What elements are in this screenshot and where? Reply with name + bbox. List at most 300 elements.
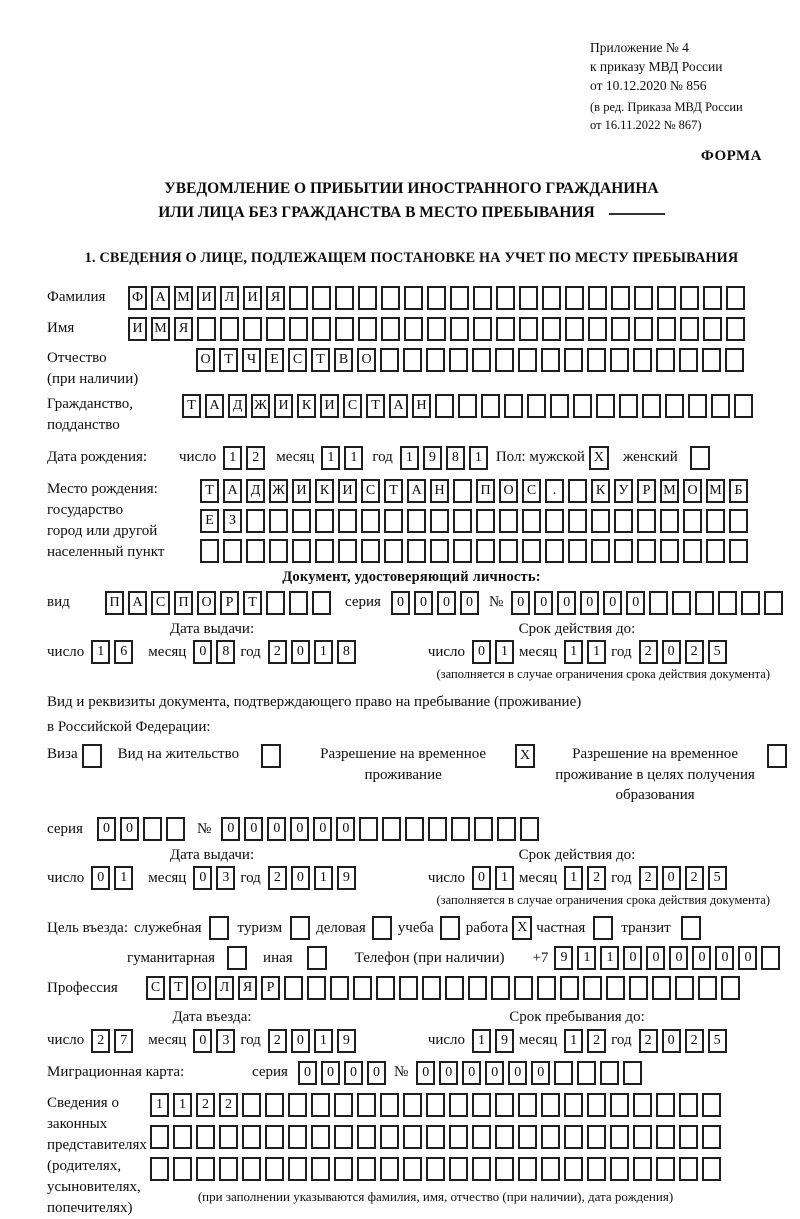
char-box[interactable] xyxy=(288,1157,307,1181)
char-box[interactable] xyxy=(476,539,495,563)
purpose-tourism-checkbox[interactable] xyxy=(290,916,310,940)
char-box[interactable]: О xyxy=(196,348,215,372)
char-box[interactable]: 3 xyxy=(216,1029,235,1053)
char-box[interactable] xyxy=(450,317,469,341)
char-box[interactable] xyxy=(619,394,638,418)
visa-checkbox[interactable] xyxy=(82,744,102,768)
char-box[interactable] xyxy=(196,1157,215,1181)
char-box[interactable] xyxy=(518,1125,537,1149)
char-box[interactable] xyxy=(634,317,653,341)
char-box[interactable]: 1 xyxy=(150,1093,169,1117)
char-box[interactable]: О xyxy=(683,479,702,503)
char-box[interactable] xyxy=(357,1125,376,1149)
char-box[interactable] xyxy=(764,591,783,615)
char-box[interactable]: Н xyxy=(412,394,431,418)
char-box[interactable]: О xyxy=(192,976,211,1000)
char-box[interactable] xyxy=(284,976,303,1000)
char-box[interactable]: 0 xyxy=(193,1029,212,1053)
char-box[interactable]: 1 xyxy=(223,446,242,470)
char-box[interactable] xyxy=(453,539,472,563)
char-box[interactable]: С xyxy=(361,479,380,503)
char-box[interactable]: 3 xyxy=(216,866,235,890)
char-box[interactable]: О xyxy=(197,591,216,615)
char-box[interactable] xyxy=(657,286,676,310)
char-box[interactable]: В xyxy=(334,348,353,372)
char-box[interactable] xyxy=(741,591,760,615)
char-box[interactable] xyxy=(610,1125,629,1149)
char-box[interactable] xyxy=(683,509,702,533)
char-box[interactable]: 2 xyxy=(639,1029,658,1053)
char-box[interactable]: 2 xyxy=(219,1093,238,1117)
char-box[interactable] xyxy=(679,1157,698,1181)
char-box[interactable] xyxy=(472,1157,491,1181)
purpose-transit-checkbox[interactable] xyxy=(681,916,701,940)
char-box[interactable] xyxy=(623,1061,642,1085)
char-box[interactable] xyxy=(288,1093,307,1117)
char-box[interactable] xyxy=(403,1093,422,1117)
char-box[interactable]: 0 xyxy=(221,817,240,841)
char-box[interactable]: 9 xyxy=(337,1029,356,1053)
char-box[interactable]: Д xyxy=(228,394,247,418)
char-box[interactable] xyxy=(577,1061,596,1085)
char-box[interactable]: 0 xyxy=(531,1061,550,1085)
char-box[interactable] xyxy=(587,1125,606,1149)
char-box[interactable] xyxy=(312,591,331,615)
char-box[interactable]: 0 xyxy=(715,946,734,970)
char-box[interactable] xyxy=(451,817,470,841)
residence-permit-checkbox[interactable] xyxy=(261,744,281,768)
char-box[interactable] xyxy=(476,509,495,533)
char-box[interactable]: 0 xyxy=(462,1061,481,1085)
char-box[interactable] xyxy=(698,976,717,1000)
char-box[interactable]: 1 xyxy=(564,1029,583,1053)
char-box[interactable]: 6 xyxy=(114,640,133,664)
char-box[interactable]: 2 xyxy=(268,640,287,664)
char-box[interactable]: 0 xyxy=(662,866,681,890)
char-box[interactable] xyxy=(166,817,185,841)
char-box[interactable]: 9 xyxy=(554,946,573,970)
char-box[interactable]: 0 xyxy=(439,1061,458,1085)
char-box[interactable]: 0 xyxy=(623,946,642,970)
char-box[interactable] xyxy=(610,348,629,372)
char-box[interactable] xyxy=(596,394,615,418)
char-box[interactable] xyxy=(611,286,630,310)
char-box[interactable] xyxy=(565,286,584,310)
char-box[interactable]: Б xyxy=(729,479,748,503)
rvp-checkbox[interactable]: X xyxy=(515,744,535,768)
char-box[interactable] xyxy=(591,539,610,563)
char-box[interactable] xyxy=(358,317,377,341)
char-box[interactable]: П xyxy=(174,591,193,615)
char-box[interactable] xyxy=(307,976,326,1000)
char-box[interactable] xyxy=(266,317,285,341)
char-box[interactable]: Р xyxy=(261,976,280,1000)
char-box[interactable] xyxy=(633,1093,652,1117)
char-box[interactable] xyxy=(266,591,285,615)
char-box[interactable] xyxy=(173,1125,192,1149)
char-box[interactable] xyxy=(522,539,541,563)
char-box[interactable] xyxy=(514,976,533,1000)
char-box[interactable]: 2 xyxy=(639,866,658,890)
char-box[interactable]: 0 xyxy=(511,591,530,615)
char-box[interactable] xyxy=(481,394,500,418)
char-box[interactable]: 1 xyxy=(91,640,110,664)
char-box[interactable]: 8 xyxy=(337,640,356,664)
purpose-humanitarian-checkbox[interactable] xyxy=(227,946,247,970)
char-box[interactable] xyxy=(518,1157,537,1181)
char-box[interactable] xyxy=(702,1093,721,1117)
char-box[interactable]: 0 xyxy=(692,946,711,970)
char-box[interactable]: 9 xyxy=(495,1029,514,1053)
char-box[interactable] xyxy=(242,1125,261,1149)
char-box[interactable] xyxy=(656,1093,675,1117)
char-box[interactable]: А xyxy=(407,479,426,503)
char-box[interactable]: 1 xyxy=(564,640,583,664)
char-box[interactable] xyxy=(656,1157,675,1181)
char-box[interactable] xyxy=(518,1093,537,1117)
char-box[interactable]: М xyxy=(174,286,193,310)
char-box[interactable]: З xyxy=(223,509,242,533)
char-box[interactable] xyxy=(633,1157,652,1181)
char-box[interactable] xyxy=(472,1093,491,1117)
char-box[interactable] xyxy=(550,394,569,418)
char-box[interactable] xyxy=(587,1093,606,1117)
char-box[interactable] xyxy=(637,539,656,563)
char-box[interactable] xyxy=(359,817,378,841)
char-box[interactable]: 1 xyxy=(564,866,583,890)
char-box[interactable] xyxy=(334,1157,353,1181)
char-box[interactable]: 1 xyxy=(400,446,419,470)
char-box[interactable]: М xyxy=(151,317,170,341)
char-box[interactable] xyxy=(315,509,334,533)
char-box[interactable] xyxy=(541,1125,560,1149)
char-box[interactable] xyxy=(197,317,216,341)
char-box[interactable] xyxy=(496,317,515,341)
char-box[interactable]: 0 xyxy=(472,640,491,664)
char-box[interactable] xyxy=(472,348,491,372)
char-box[interactable] xyxy=(382,817,401,841)
char-box[interactable] xyxy=(311,1093,330,1117)
char-box[interactable] xyxy=(242,1157,261,1181)
char-box[interactable]: 0 xyxy=(580,591,599,615)
char-box[interactable] xyxy=(338,539,357,563)
char-box[interactable] xyxy=(656,348,675,372)
char-box[interactable]: 0 xyxy=(291,866,310,890)
char-box[interactable] xyxy=(726,317,745,341)
char-box[interactable] xyxy=(680,317,699,341)
char-box[interactable] xyxy=(726,286,745,310)
char-box[interactable] xyxy=(403,1157,422,1181)
char-box[interactable] xyxy=(633,348,652,372)
char-box[interactable] xyxy=(376,976,395,1000)
purpose-business-checkbox[interactable] xyxy=(372,916,392,940)
purpose-work-checkbox[interactable]: X xyxy=(512,916,532,940)
char-box[interactable] xyxy=(688,394,707,418)
char-box[interactable]: 0 xyxy=(336,817,355,841)
purpose-official-checkbox[interactable] xyxy=(209,916,229,940)
char-box[interactable]: 2 xyxy=(685,866,704,890)
char-box[interactable] xyxy=(564,348,583,372)
char-box[interactable] xyxy=(449,1125,468,1149)
char-box[interactable]: 1 xyxy=(577,946,596,970)
char-box[interactable]: Н xyxy=(430,479,449,503)
char-box[interactable] xyxy=(629,976,648,1000)
char-box[interactable] xyxy=(522,509,541,533)
char-box[interactable]: 0 xyxy=(485,1061,504,1085)
char-box[interactable]: М xyxy=(660,479,679,503)
char-box[interactable]: И xyxy=(320,394,339,418)
char-box[interactable] xyxy=(269,539,288,563)
char-box[interactable] xyxy=(541,1093,560,1117)
char-box[interactable]: 0 xyxy=(244,817,263,841)
char-box[interactable] xyxy=(527,394,546,418)
char-box[interactable]: 0 xyxy=(367,1061,386,1085)
char-box[interactable] xyxy=(614,509,633,533)
char-box[interactable] xyxy=(729,539,748,563)
char-box[interactable]: 0 xyxy=(344,1061,363,1085)
char-box[interactable]: Т xyxy=(182,394,201,418)
char-box[interactable]: П xyxy=(105,591,124,615)
char-box[interactable]: Ф xyxy=(128,286,147,310)
char-box[interactable]: 2 xyxy=(587,866,606,890)
char-box[interactable] xyxy=(702,1157,721,1181)
char-box[interactable]: А xyxy=(223,479,242,503)
char-box[interactable] xyxy=(497,817,516,841)
char-box[interactable]: А xyxy=(151,286,170,310)
char-box[interactable] xyxy=(150,1157,169,1181)
char-box[interactable] xyxy=(445,976,464,1000)
char-box[interactable] xyxy=(472,1125,491,1149)
char-box[interactable] xyxy=(679,1125,698,1149)
char-box[interactable]: 0 xyxy=(662,1029,681,1053)
char-box[interactable]: И xyxy=(292,479,311,503)
char-box[interactable] xyxy=(223,539,242,563)
char-box[interactable] xyxy=(634,286,653,310)
char-box[interactable]: 0 xyxy=(290,817,309,841)
char-box[interactable]: 2 xyxy=(639,640,658,664)
char-box[interactable]: 1 xyxy=(173,1093,192,1117)
char-box[interactable] xyxy=(265,1125,284,1149)
char-box[interactable] xyxy=(633,1125,652,1149)
char-box[interactable] xyxy=(564,1125,583,1149)
char-box[interactable] xyxy=(614,539,633,563)
char-box[interactable]: 0 xyxy=(298,1061,317,1085)
char-box[interactable] xyxy=(499,539,518,563)
char-box[interactable] xyxy=(520,817,539,841)
char-box[interactable] xyxy=(588,317,607,341)
char-box[interactable] xyxy=(545,539,564,563)
char-box[interactable]: Т xyxy=(169,976,188,1000)
char-box[interactable]: 5 xyxy=(708,866,727,890)
char-box[interactable] xyxy=(312,286,331,310)
char-box[interactable] xyxy=(587,1157,606,1181)
char-box[interactable] xyxy=(725,348,744,372)
char-box[interactable] xyxy=(554,1061,573,1085)
char-box[interactable]: И xyxy=(338,479,357,503)
char-box[interactable]: 1 xyxy=(469,446,488,470)
char-box[interactable] xyxy=(380,1093,399,1117)
char-box[interactable] xyxy=(361,539,380,563)
char-box[interactable] xyxy=(361,509,380,533)
char-box[interactable] xyxy=(473,286,492,310)
char-box[interactable] xyxy=(542,317,561,341)
char-box[interactable]: 1 xyxy=(495,640,514,664)
char-box[interactable]: А xyxy=(389,394,408,418)
char-box[interactable]: О xyxy=(499,479,518,503)
char-box[interactable] xyxy=(702,1125,721,1149)
char-box[interactable]: 1 xyxy=(600,946,619,970)
char-box[interactable] xyxy=(729,509,748,533)
char-box[interactable]: 0 xyxy=(416,1061,435,1085)
char-box[interactable]: 9 xyxy=(423,446,442,470)
char-box[interactable]: 0 xyxy=(738,946,757,970)
char-box[interactable]: 0 xyxy=(97,817,116,841)
char-box[interactable] xyxy=(610,1093,629,1117)
char-box[interactable]: Я xyxy=(266,286,285,310)
char-box[interactable]: С xyxy=(288,348,307,372)
char-box[interactable]: 2 xyxy=(268,866,287,890)
char-box[interactable] xyxy=(220,317,239,341)
char-box[interactable]: 2 xyxy=(685,640,704,664)
char-box[interactable] xyxy=(499,509,518,533)
char-box[interactable] xyxy=(564,1093,583,1117)
char-box[interactable]: О xyxy=(357,348,376,372)
char-box[interactable]: Ч xyxy=(242,348,261,372)
char-box[interactable] xyxy=(468,976,487,1000)
char-box[interactable] xyxy=(537,976,556,1000)
char-box[interactable]: 0 xyxy=(91,866,110,890)
char-box[interactable] xyxy=(196,1125,215,1149)
char-box[interactable] xyxy=(721,976,740,1000)
char-box[interactable] xyxy=(353,976,372,1000)
char-box[interactable] xyxy=(660,539,679,563)
char-box[interactable] xyxy=(600,1061,619,1085)
char-box[interactable]: Ж xyxy=(269,479,288,503)
char-box[interactable] xyxy=(426,1157,445,1181)
char-box[interactable] xyxy=(703,286,722,310)
char-box[interactable] xyxy=(289,591,308,615)
char-box[interactable]: С xyxy=(146,976,165,1000)
char-box[interactable]: Я xyxy=(174,317,193,341)
char-box[interactable] xyxy=(143,817,162,841)
char-box[interactable]: 1 xyxy=(344,446,363,470)
char-box[interactable] xyxy=(449,1157,468,1181)
char-box[interactable] xyxy=(422,976,441,1000)
char-box[interactable] xyxy=(473,317,492,341)
char-box[interactable]: А xyxy=(205,394,224,418)
char-box[interactable]: 0 xyxy=(291,1029,310,1053)
char-box[interactable] xyxy=(358,286,377,310)
char-box[interactable] xyxy=(711,394,730,418)
char-box[interactable] xyxy=(679,348,698,372)
char-box[interactable] xyxy=(660,509,679,533)
char-box[interactable]: У xyxy=(614,479,633,503)
char-box[interactable]: 0 xyxy=(437,591,456,615)
char-box[interactable] xyxy=(334,1093,353,1117)
char-box[interactable] xyxy=(426,348,445,372)
sex-female-checkbox[interactable] xyxy=(690,446,710,470)
char-box[interactable]: 0 xyxy=(472,866,491,890)
char-box[interactable]: Л xyxy=(215,976,234,1000)
char-box[interactable] xyxy=(568,539,587,563)
char-box[interactable]: 7 xyxy=(114,1029,133,1053)
char-box[interactable]: И xyxy=(128,317,147,341)
char-box[interactable]: 1 xyxy=(495,866,514,890)
char-box[interactable]: Я xyxy=(238,976,257,1000)
char-box[interactable] xyxy=(200,539,219,563)
char-box[interactable] xyxy=(380,348,399,372)
char-box[interactable]: 2 xyxy=(268,1029,287,1053)
char-box[interactable]: 0 xyxy=(662,640,681,664)
char-box[interactable] xyxy=(560,976,579,1000)
char-box[interactable] xyxy=(568,509,587,533)
char-box[interactable] xyxy=(541,348,560,372)
rvp-education-checkbox[interactable] xyxy=(767,744,787,768)
char-box[interactable] xyxy=(565,317,584,341)
char-box[interactable] xyxy=(519,317,538,341)
char-box[interactable] xyxy=(335,317,354,341)
char-box[interactable] xyxy=(637,509,656,533)
char-box[interactable]: 0 xyxy=(646,946,665,970)
char-box[interactable] xyxy=(458,394,477,418)
char-box[interactable] xyxy=(173,1157,192,1181)
char-box[interactable] xyxy=(405,817,424,841)
char-box[interactable]: К xyxy=(315,479,334,503)
char-box[interactable]: 1 xyxy=(314,866,333,890)
char-box[interactable] xyxy=(334,1125,353,1149)
char-box[interactable]: Т xyxy=(311,348,330,372)
char-box[interactable] xyxy=(706,509,725,533)
char-box[interactable] xyxy=(403,1125,422,1149)
char-box[interactable]: 2 xyxy=(91,1029,110,1053)
char-box[interactable] xyxy=(519,286,538,310)
char-box[interactable] xyxy=(312,317,331,341)
char-box[interactable] xyxy=(427,317,446,341)
char-box[interactable]: Е xyxy=(200,509,219,533)
char-box[interactable] xyxy=(573,394,592,418)
char-box[interactable] xyxy=(380,1157,399,1181)
char-box[interactable]: С xyxy=(522,479,541,503)
char-box[interactable]: Д xyxy=(246,479,265,503)
char-box[interactable] xyxy=(292,539,311,563)
char-box[interactable] xyxy=(587,348,606,372)
char-box[interactable] xyxy=(606,976,625,1000)
char-box[interactable] xyxy=(150,1125,169,1149)
char-box[interactable] xyxy=(583,976,602,1000)
char-box[interactable]: 0 xyxy=(603,591,622,615)
char-box[interactable]: 1 xyxy=(314,640,333,664)
char-box[interactable] xyxy=(381,317,400,341)
char-box[interactable] xyxy=(453,509,472,533)
char-box[interactable] xyxy=(683,539,702,563)
char-box[interactable] xyxy=(311,1125,330,1149)
char-box[interactable] xyxy=(330,976,349,1000)
char-box[interactable] xyxy=(718,591,737,615)
char-box[interactable] xyxy=(611,317,630,341)
char-box[interactable] xyxy=(656,1125,675,1149)
char-box[interactable] xyxy=(542,286,561,310)
char-box[interactable] xyxy=(545,509,564,533)
char-box[interactable] xyxy=(588,286,607,310)
char-box[interactable]: . xyxy=(545,479,564,503)
char-box[interactable] xyxy=(407,539,426,563)
char-box[interactable]: С xyxy=(151,591,170,615)
char-box[interactable]: 0 xyxy=(534,591,553,615)
char-box[interactable]: 0 xyxy=(460,591,479,615)
char-box[interactable]: 0 xyxy=(557,591,576,615)
char-box[interactable] xyxy=(675,976,694,1000)
char-box[interactable] xyxy=(449,348,468,372)
